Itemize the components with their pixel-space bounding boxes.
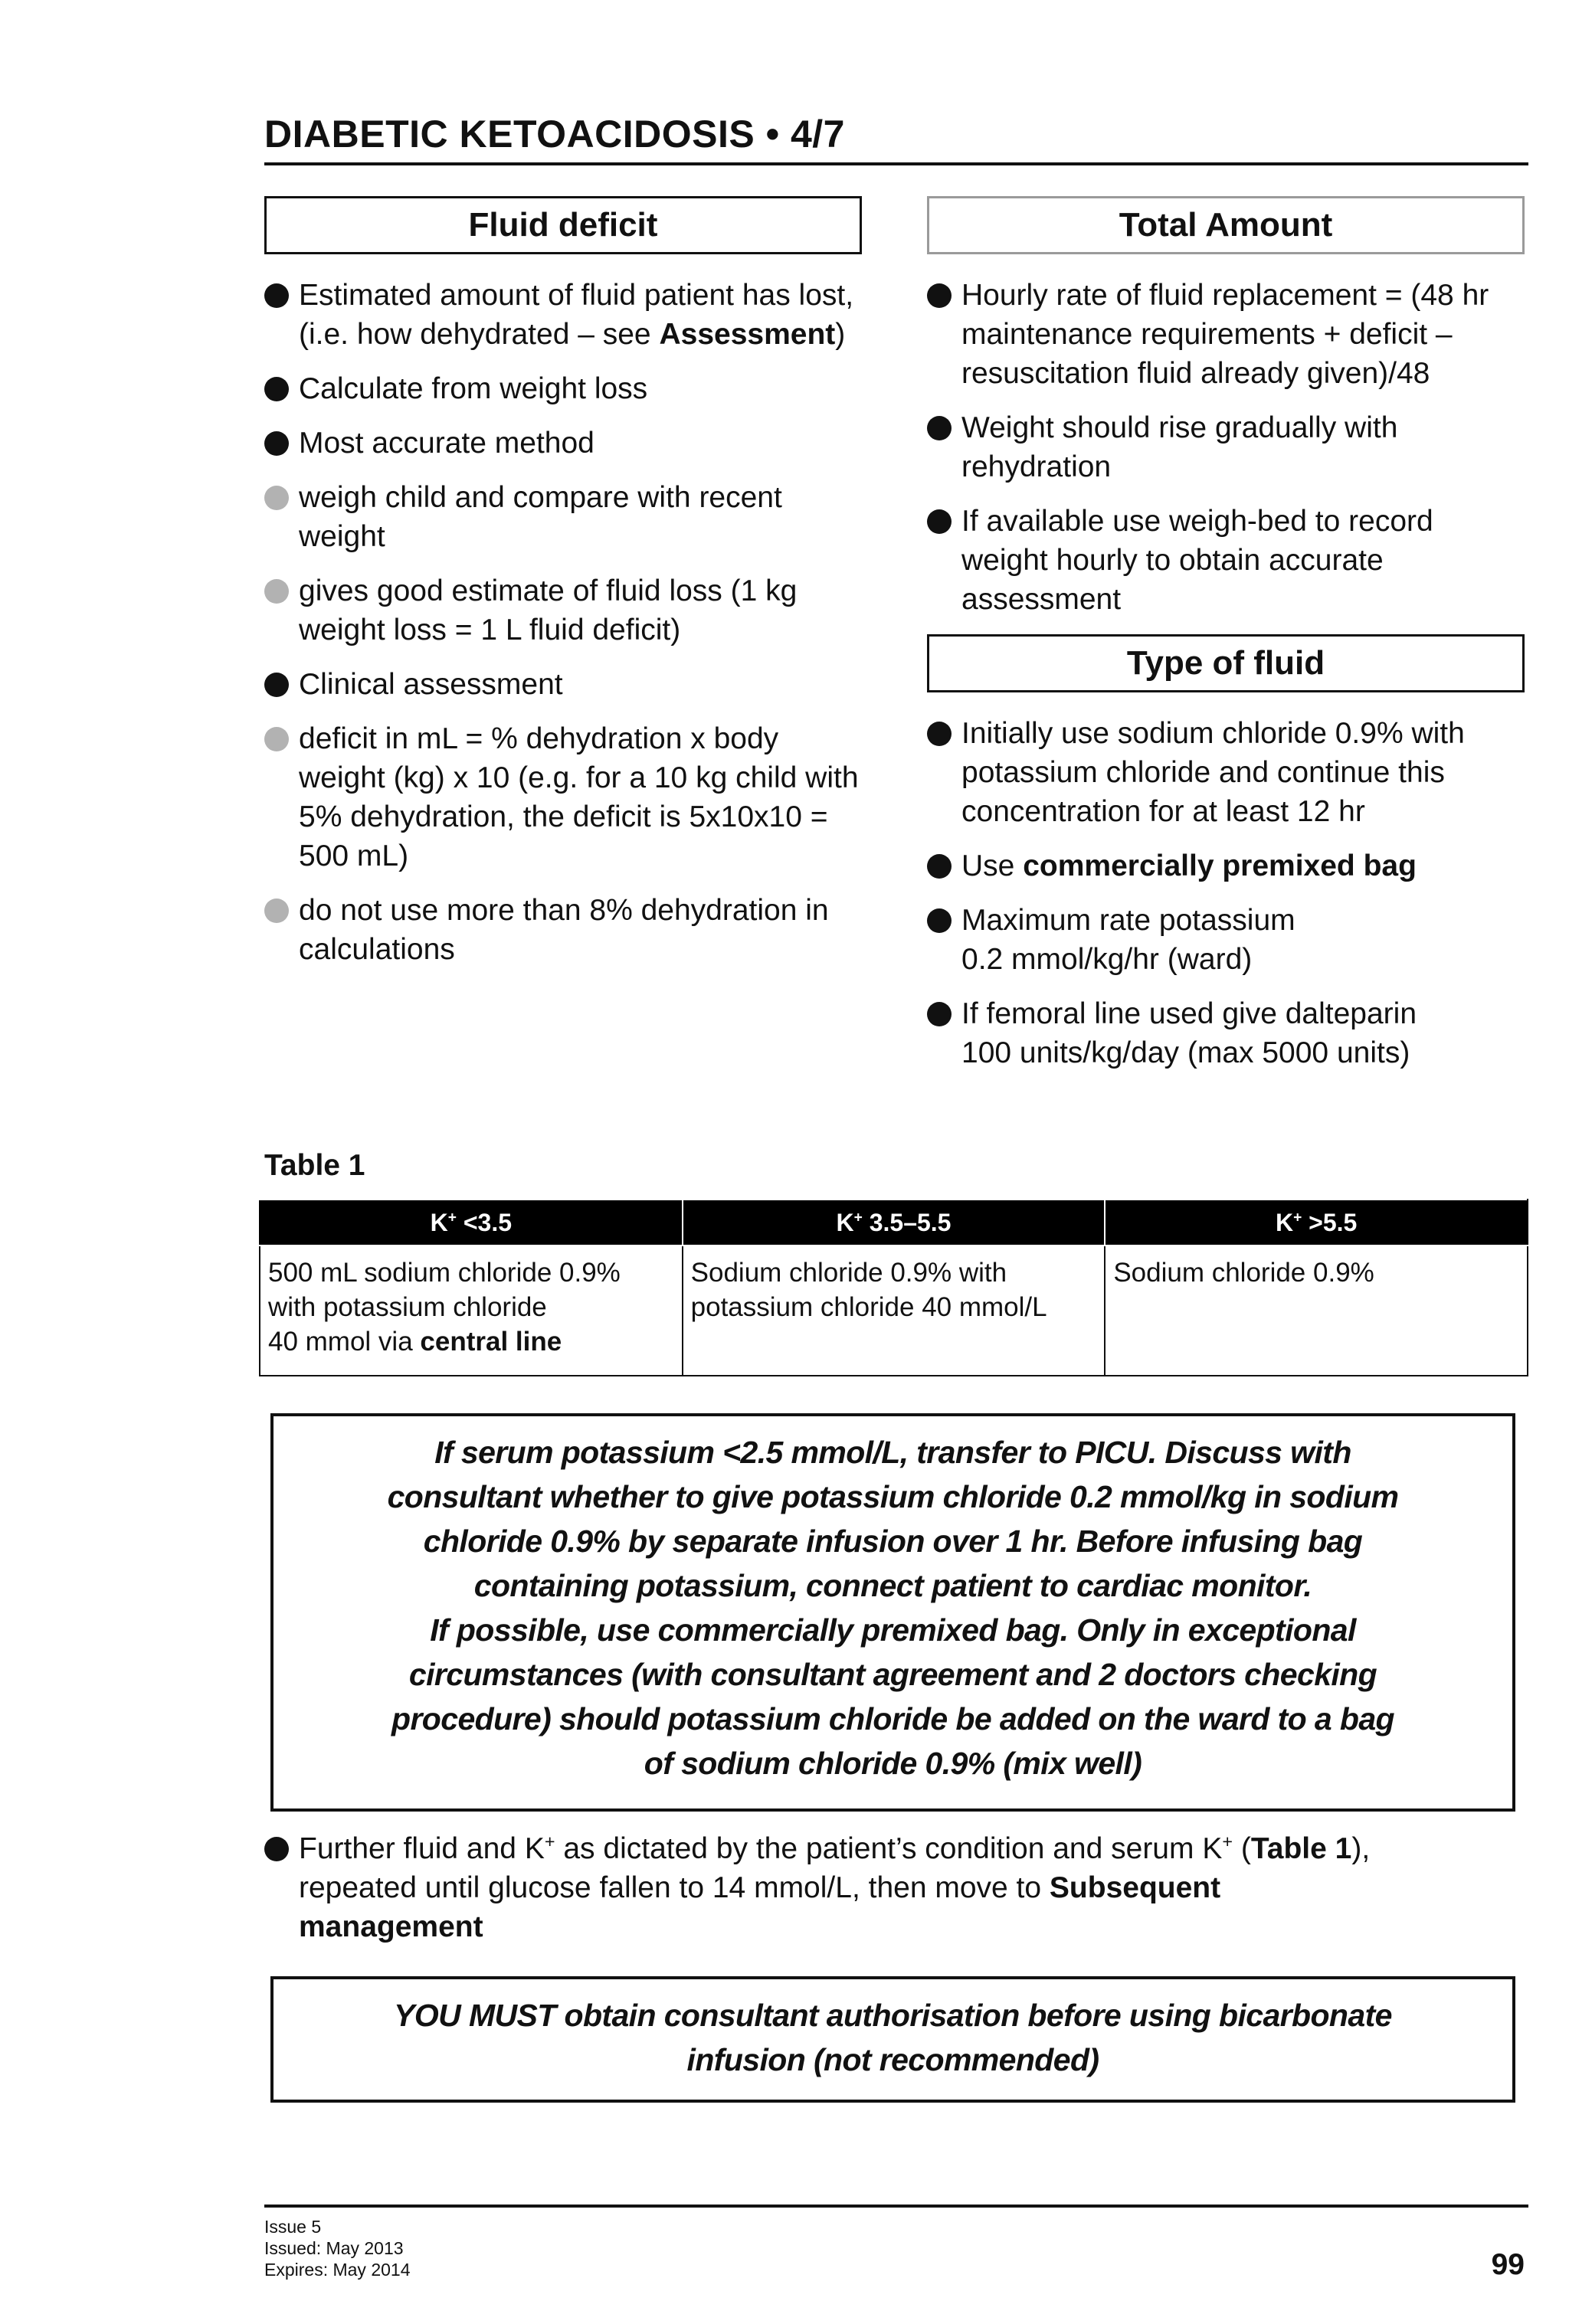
footer-divider xyxy=(264,2205,1528,2208)
list-item xyxy=(927,846,1525,885)
bullet-icon xyxy=(264,377,289,401)
table-header-cell: K+ 3.5–5.5 xyxy=(683,1200,1106,1245)
bullet-icon xyxy=(927,416,952,440)
bullet-icon xyxy=(927,854,952,879)
title-divider xyxy=(264,162,1528,165)
potassium-warning-box xyxy=(270,1413,1515,1812)
bullet-icon xyxy=(927,509,952,534)
bicarbonate-warning-box xyxy=(270,1976,1515,2103)
list-item xyxy=(264,719,862,876)
warning-line: of sodium chloride 0.9% (mix well) xyxy=(644,1746,1142,1781)
list-item xyxy=(264,424,862,463)
table-1-reference: Table 1 xyxy=(1250,1832,1352,1865)
list-item-text: weigh child and compare with recent weight xyxy=(299,481,782,553)
bullet-icon xyxy=(264,431,289,456)
list-item-text: deficit in mL = % dehydration x body weight (kg) x 10 (e.g. for a 10 kg child with 5% dehydration, the deficit is 5x10x10 = 500 mL) xyxy=(299,722,859,872)
list-item-text: 100 units/kg/day (max 5000 units) xyxy=(961,1036,1410,1069)
bullet-icon xyxy=(927,1002,952,1026)
sub-bullet-icon xyxy=(264,899,289,923)
expiry-date: Expires: May 2014 xyxy=(264,2260,411,2280)
sub-bullet-icon xyxy=(264,579,289,604)
list-item xyxy=(927,276,1525,393)
table-header-cell: K+ >5.5 xyxy=(1105,1200,1528,1245)
table-header-cell: K+ <3.5 xyxy=(260,1200,683,1245)
list-item xyxy=(927,901,1525,979)
list-item xyxy=(927,502,1525,619)
warning-line: containing potassium, connect patient to cardiac monitor. xyxy=(473,1568,1312,1603)
list-item xyxy=(264,665,862,704)
footer-info xyxy=(264,2216,410,2280)
bullet-icon xyxy=(927,283,952,308)
list-item-text: Clinical assessment xyxy=(299,668,563,701)
bullet-icon xyxy=(264,1837,289,1861)
fluid-deficit-section xyxy=(264,196,862,984)
warning-line: infusion (not recommended) xyxy=(686,2042,1099,2077)
list-item-text: Most accurate method xyxy=(299,427,595,460)
total-amount-heading: Total Amount xyxy=(927,196,1525,254)
list-item-text: Estimated amount of fluid patient has lost, (i.e. how dehydrated – see xyxy=(299,279,854,351)
list-item-text: If femoral line used give dalteparin xyxy=(961,997,1417,1030)
bullet-icon xyxy=(927,908,952,933)
premixed-bag-emphasis: commercially premixed bag xyxy=(1023,849,1417,882)
list-item xyxy=(264,478,862,556)
warning-line: YOU MUST obtain consultant authorisation before using bicarbonate xyxy=(394,1998,1392,2033)
issued-date: Issued: May 2013 xyxy=(264,2238,404,2258)
warning-line: consultant whether to give potassium chloride 0.2 mmol/kg in sodium xyxy=(387,1479,1399,1514)
list-item xyxy=(264,369,862,408)
potassium-table xyxy=(259,1199,1528,1376)
list-item xyxy=(264,891,862,969)
table-cell: Sodium chloride 0.9% with potassium chloride 40 mmol/L xyxy=(683,1245,1106,1376)
table-header-row xyxy=(260,1200,1528,1245)
table-cell: 500 mL sodium chloride 0.9% with potassium chloride 40 mmol via central line xyxy=(260,1245,683,1376)
list-item-text: 0.2 mmol/kg/hr (ward) xyxy=(961,943,1253,976)
warning-line: If serum potassium <2.5 mmol/L, transfer to PICU. Discuss with xyxy=(434,1435,1351,1470)
list-item-text: gives good estimate of fluid loss (1 kg weight loss = 1 L fluid deficit) xyxy=(299,574,798,646)
list-item xyxy=(264,571,862,650)
page-title: DIABETIC KETOACIDOSIS • 4/7 xyxy=(264,113,845,155)
sub-bullet-icon xyxy=(264,727,289,751)
further-fluid-item: Further fluid and K+ as dictated by the patient’s condition and serum K+ (Table 1), repeated until glucose fallen to 14 mmol/L, then move to Subsequent management xyxy=(264,1829,1536,1946)
type-of-fluid-heading: Type of fluid xyxy=(927,634,1525,692)
table-cell: Sodium chloride 0.9% xyxy=(1105,1245,1528,1376)
list-item-text: Weight should rise gradually with rehydration xyxy=(961,411,1398,483)
list-item-text: Hourly rate of fluid replacement = (48 hr maintenance requirements + deficit – resuscitation fluid already given)/48 xyxy=(961,279,1489,390)
issue-number: Issue 5 xyxy=(264,2217,322,2237)
assessment-reference: Assessment xyxy=(659,318,836,351)
table-row xyxy=(260,1245,1528,1376)
list-item xyxy=(927,994,1525,1072)
list-item xyxy=(927,714,1525,831)
list-item-text: do not use more than 8% dehydration in calculations xyxy=(299,894,829,966)
list-item-text: ) xyxy=(835,318,846,351)
list-item-text: If available use weigh-bed to record weight hourly to obtain accurate assessment xyxy=(961,505,1433,616)
warning-line: procedure) should potassium chloride be added on the ward to a bag xyxy=(391,1701,1394,1736)
warning-line: chloride 0.9% by separate infusion over 1 hr. Before infusing bag xyxy=(423,1524,1363,1559)
list-item xyxy=(264,276,862,354)
list-item xyxy=(927,408,1525,486)
warning-line: If possible, use commercially premixed bag. Only in exceptional xyxy=(430,1612,1356,1648)
list-item-text: Calculate from weight loss xyxy=(299,372,648,405)
bullet-icon xyxy=(264,673,289,697)
subsequent-management-reference: management xyxy=(299,1910,483,1943)
fluid-deficit-heading: Fluid deficit xyxy=(264,196,862,254)
bullet-icon xyxy=(264,283,289,308)
list-item-text: Use xyxy=(961,849,1024,882)
warning-line: circumstances (with consultant agreement and 2 doctors checking xyxy=(408,1657,1377,1692)
total-amount-section xyxy=(927,196,1525,1088)
bullet-icon xyxy=(927,722,952,746)
list-item-text: Maximum rate potassium xyxy=(961,904,1295,937)
table-label: Table 1 xyxy=(264,1149,365,1182)
list-item-text: Initially use sodium chloride 0.9% with potassium chloride and continue this concentration for at least 12 hr xyxy=(961,717,1465,828)
page-number: 99 xyxy=(1491,2248,1525,2281)
sub-bullet-icon xyxy=(264,486,289,510)
subsequent-management-reference: Subsequent xyxy=(1049,1871,1221,1904)
